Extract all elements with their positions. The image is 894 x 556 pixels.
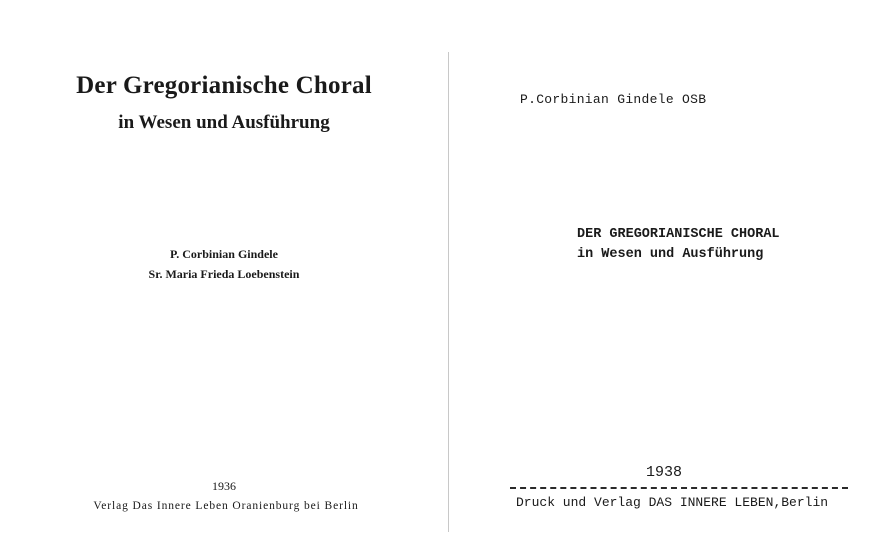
page-divider <box>448 52 449 532</box>
dashed-rule <box>510 487 848 489</box>
book-subtitle: in Wesen und Ausführung <box>118 112 330 133</box>
author-name: Sr. Maria Frieda Loebenstein <box>148 267 300 281</box>
publication-year: 1936 <box>212 479 236 493</box>
author-name: P.Corbinian Gindele OSB <box>520 92 707 107</box>
book-title: DER GREGORIANISCHE CHORAL <box>577 227 780 242</box>
book-subtitle: in Wesen und Ausführung <box>577 247 764 262</box>
right-title-page <box>450 0 894 556</box>
book-title: Der Gregorianische Choral <box>76 72 372 99</box>
publisher-line: Verlag Das Innere Leben Oranienburg bei Berlin <box>93 500 359 512</box>
publication-year: 1938 <box>645 464 682 481</box>
publisher-line: Druck und Verlag DAS INNERE LEBEN,Berlin <box>516 495 829 510</box>
author-name: P. Corbinian Gindele <box>170 247 278 261</box>
